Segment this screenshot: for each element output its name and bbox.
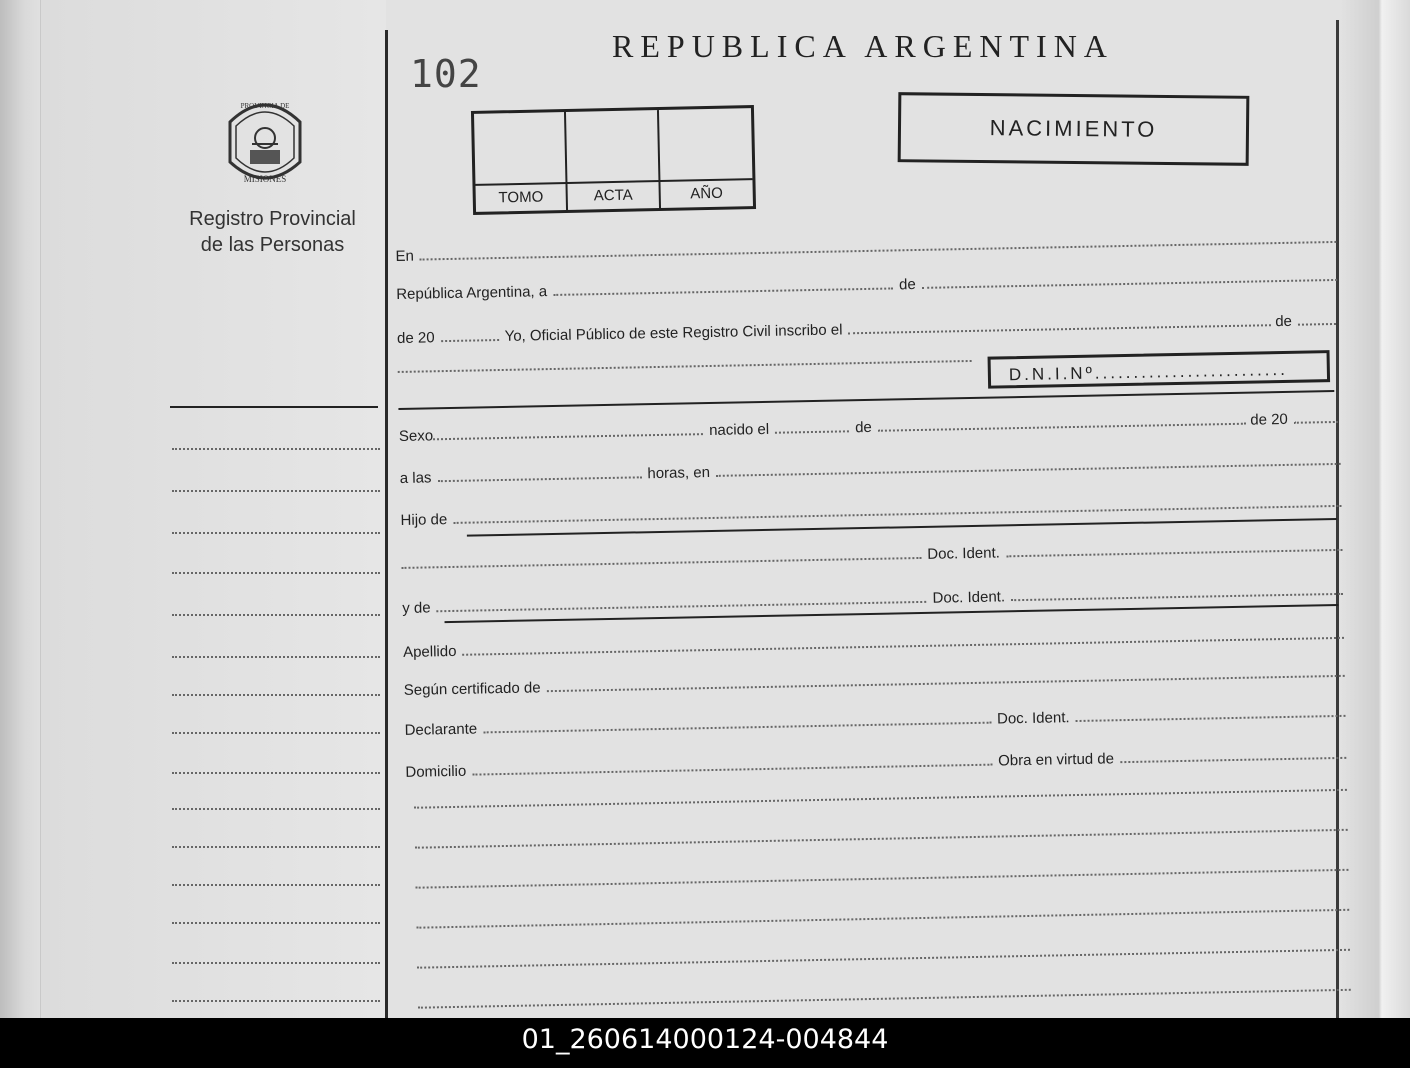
row-blank <box>408 908 1353 933</box>
label-en: En <box>395 247 415 265</box>
document-type-box: NACIMIENTO <box>898 92 1250 166</box>
label-de-3: de <box>854 418 872 437</box>
margin-line <box>172 532 380 534</box>
label-obra: Obra en virtud de <box>997 750 1115 770</box>
field-apellido[interactable] <box>463 636 1345 656</box>
label-de20-2: de 20 <box>1250 410 1288 429</box>
margin-line <box>172 846 380 848</box>
field-anio[interactable] <box>441 338 499 342</box>
row-blank <box>409 948 1354 973</box>
form-body <box>395 212 1355 1018</box>
left-margin-page <box>40 0 386 1018</box>
label-doc-1: Doc. Ident. <box>927 544 1001 563</box>
label-republica: República Argentina, a <box>396 283 548 303</box>
row-sexo <box>399 410 1344 445</box>
registro-label <box>170 206 375 258</box>
registro-line-1: Registro Provincial <box>189 208 356 230</box>
margin-line <box>172 772 380 774</box>
field-domicilio[interactable] <box>472 763 992 776</box>
label-yo: Yo, Oficial Público de este Registro Civil inscribo el <box>504 321 843 345</box>
acta-cell[interactable] <box>566 110 660 182</box>
margin-line <box>172 808 380 810</box>
seal-bottom-text: MISIONES <box>243 174 287 184</box>
row-blank <box>407 828 1352 853</box>
field-blank-line[interactable] <box>416 868 1349 889</box>
field-blank-line[interactable] <box>414 788 1347 809</box>
field-de-2[interactable] <box>1298 322 1336 326</box>
field-blank-line[interactable] <box>418 988 1351 1009</box>
row-blank <box>408 868 1353 893</box>
page-title: REPUBLICA ARGENTINA <box>612 28 1114 64</box>
row-madre <box>402 582 1347 617</box>
book-binding <box>0 0 40 1018</box>
margin-top-rule <box>170 406 378 408</box>
margin-line <box>172 694 380 696</box>
label-alas: a las <box>399 469 432 487</box>
acta-label: ACTA <box>568 180 661 210</box>
field-mes[interactable] <box>922 278 1337 289</box>
field-doc-3[interactable] <box>1076 714 1346 722</box>
field-obra[interactable] <box>1120 756 1346 763</box>
label-sexo: Sexo <box>398 427 434 445</box>
margin-line <box>172 656 380 658</box>
row-declarante <box>404 704 1349 739</box>
margin-line <box>172 448 380 450</box>
label-domicilio: Domicilio <box>405 762 467 781</box>
tomo-label: TOMO <box>475 182 568 212</box>
row-segun <box>404 664 1349 699</box>
field-sexo[interactable] <box>433 432 703 440</box>
label-de: de <box>898 276 916 294</box>
seal-top-text: PROVINCIA DE <box>240 102 290 110</box>
label-de20: de 20 <box>396 329 435 347</box>
row-hijo <box>400 494 1345 529</box>
field-hora[interactable] <box>437 475 641 482</box>
label-doc-3: Doc. Ident. <box>996 709 1070 728</box>
registro-line-2: de las Personas <box>200 234 345 256</box>
field-doc-1[interactable] <box>1006 548 1342 557</box>
field-inscribo[interactable] <box>849 323 1272 334</box>
section-rule <box>398 390 1334 410</box>
margin-line <box>172 732 380 734</box>
field-certificado[interactable] <box>547 674 1345 692</box>
label-apellido: Apellido <box>402 642 457 661</box>
row-blank <box>410 988 1355 1013</box>
row-hora <box>400 452 1345 487</box>
field-nacido[interactable] <box>775 429 849 433</box>
label-horas: horas, en <box>647 464 711 483</box>
ano-cell[interactable] <box>659 108 753 180</box>
field-nombre[interactable] <box>398 359 972 373</box>
field-en[interactable] <box>420 240 1337 261</box>
field-dia[interactable] <box>553 286 893 296</box>
ano-label: AÑO <box>660 178 753 208</box>
label-segun: Según certificado de <box>403 679 541 699</box>
label-doc-2: Doc. Ident. <box>932 588 1006 607</box>
margin-line <box>172 1000 380 1002</box>
field-blank-line[interactable] <box>416 908 1349 929</box>
margin-line <box>172 884 380 886</box>
field-padre-2[interactable] <box>401 556 921 569</box>
margin-line <box>172 490 380 492</box>
field-madre[interactable] <box>437 600 927 612</box>
margin-line <box>172 922 380 924</box>
scan-id-footer: 01_260614000124-004844 <box>0 1018 1410 1068</box>
margin-line <box>172 614 380 616</box>
label-hijo: Hijo de <box>400 511 448 529</box>
margin-line <box>172 962 380 964</box>
dni-box[interactable]: D.N.I.Nº......................... <box>988 350 1331 389</box>
row-de20 <box>397 312 1342 347</box>
label-nacido: nacido el <box>708 420 770 440</box>
tomo-cell[interactable] <box>474 112 568 184</box>
tomo-acta-ano-box <box>471 105 756 215</box>
misiones-seal-logo <box>222 92 308 194</box>
row-republica <box>396 268 1341 303</box>
field-declarante[interactable] <box>483 721 991 734</box>
label-de-2: de <box>1275 312 1293 331</box>
row-en <box>395 230 1340 265</box>
acta-number: 102 <box>410 52 482 96</box>
margin-line <box>172 572 380 574</box>
field-doc-2[interactable] <box>1011 592 1343 601</box>
row-blank <box>406 788 1351 813</box>
field-nacido-mes[interactable] <box>878 422 1247 432</box>
label-yde: y de <box>402 599 431 617</box>
row-doc-1 <box>401 538 1346 573</box>
field-nacido-anio[interactable] <box>1294 420 1338 424</box>
field-blank-line[interactable] <box>415 828 1348 849</box>
row-apellido <box>403 626 1348 661</box>
row-nombre <box>398 352 1343 385</box>
margin-divider <box>385 30 388 1018</box>
label-declarante: Declarante <box>404 720 478 739</box>
row-domicilio <box>405 746 1350 781</box>
field-lugar[interactable] <box>716 462 1341 477</box>
field-blank-line[interactable] <box>417 948 1350 969</box>
